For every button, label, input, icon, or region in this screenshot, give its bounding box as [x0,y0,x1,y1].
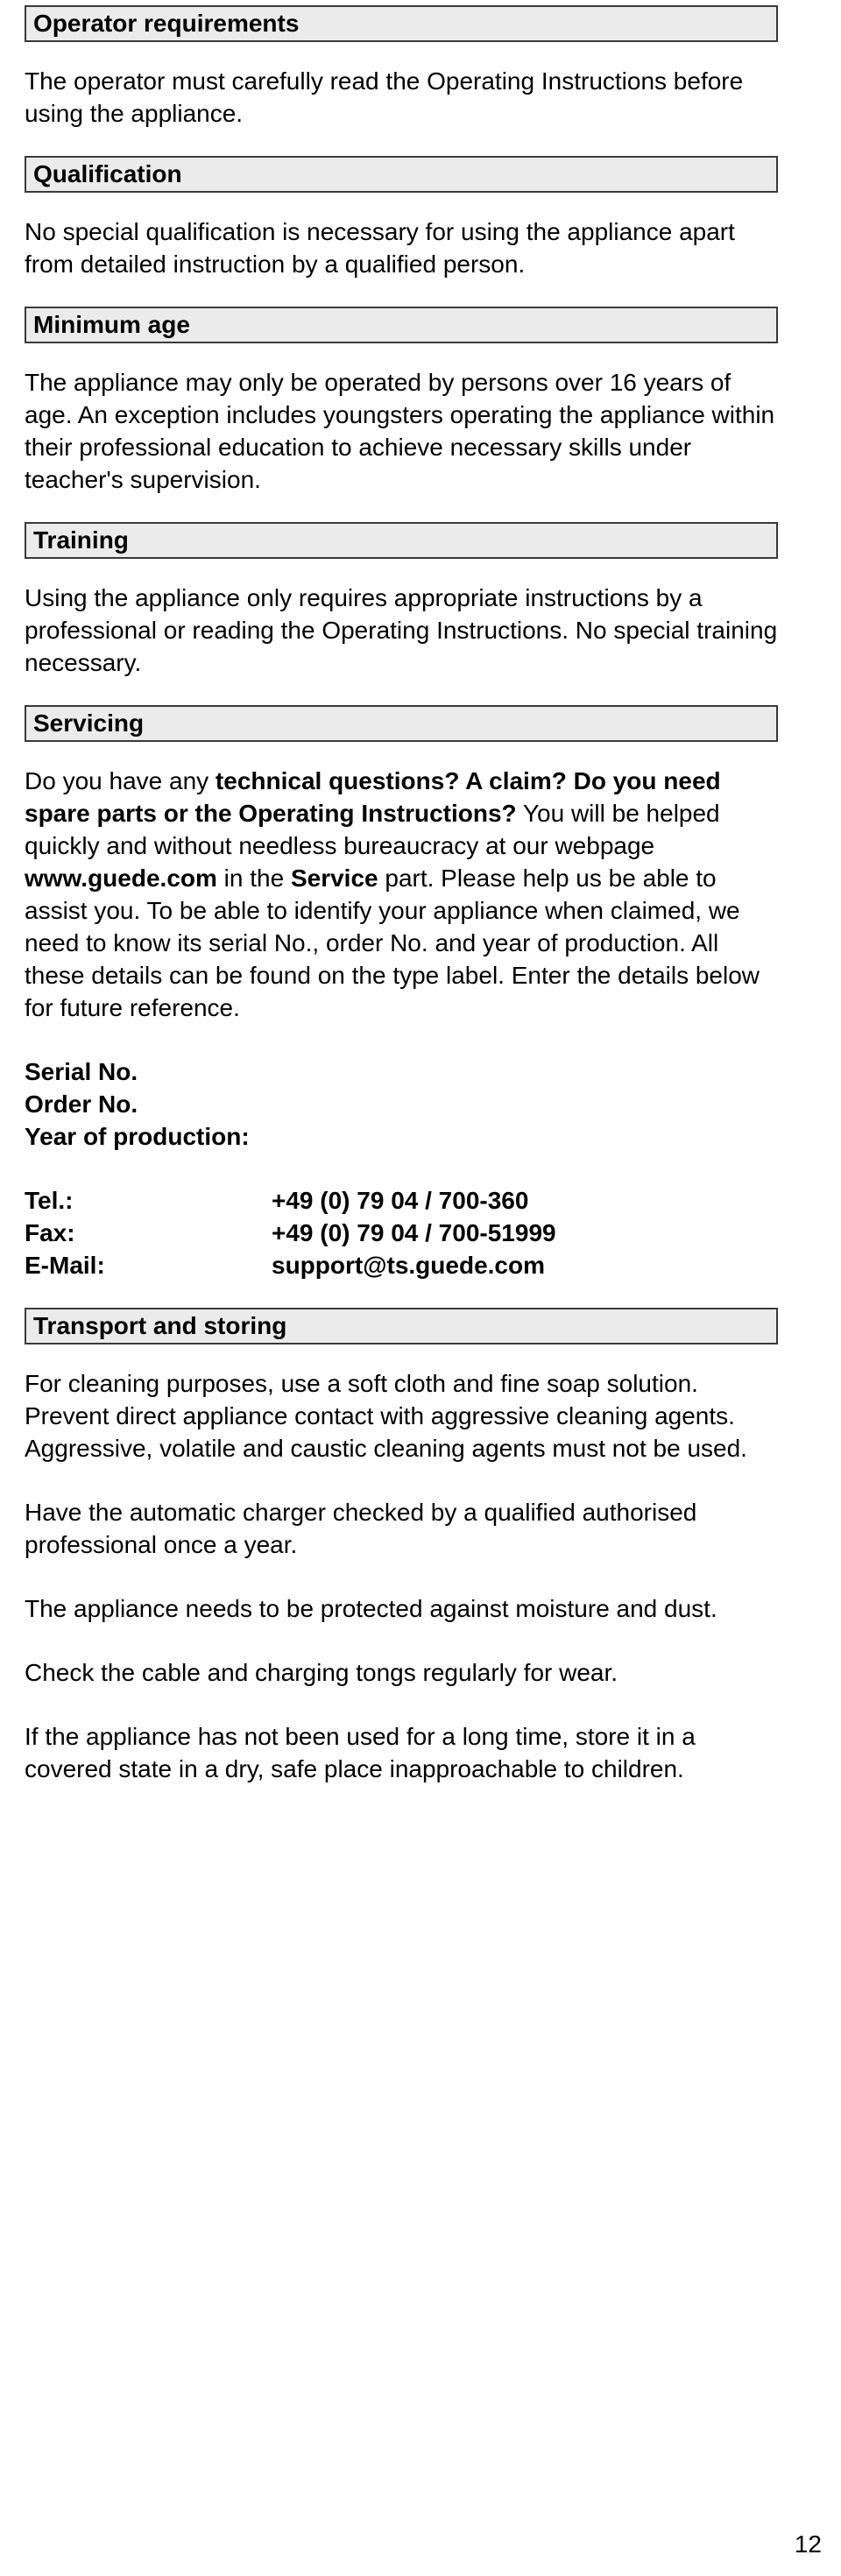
email-label: E-Mail: [25,1252,105,1279]
section-header-operator-requirements: Operator requirements [25,5,778,42]
section-header-servicing: Servicing [25,705,778,742]
service-section-name: Service [290,865,378,892]
training-text: Using the appliance only requires appropriate instructions by a professional or reading the Operating Instructions. No special training necessary. [25,584,778,676]
contact-row-tel [25,1184,778,1217]
tel-value[interactable]: +49 (0) 79 04 / 700-360 [272,1187,529,1214]
section-header-qualification: Qualification [25,156,778,193]
servicing-text [25,765,778,1024]
section-header-training: Training [25,522,778,559]
servicing-text-part1: You will be helped quickly and without needless bureaucracy at our webpage [25,800,720,859]
serial-number-label: Serial No. [25,1058,138,1085]
section-header-minimum-age: Minimum age [25,307,778,343]
operator-requirements-text: The operator must carefully read the Operating Instructions before using the appliance. [25,67,744,127]
contact-row-email [25,1249,778,1281]
tel-label: Tel.: [25,1187,74,1214]
email-value[interactable]: support@ts.guede.com [272,1252,545,1279]
fax-value: +49 (0) 79 04 / 700-51999 [272,1219,556,1246]
servicing-text-part3: part. Please help us be able to assist you. To be able to identify your appliance when claimed, we need to know its serial No., order No. and year of production. All these details can be found on the type label. Enter the details below for future reference. [25,865,760,1021]
document-body [25,0,778,1785]
contact-row-fax [25,1217,778,1249]
minimum-age-text: The appliance may only be operated by persons over 16 years of age. An exception includes youngsters operating the appliance within their professional education to achieve necessary skills under teacher's supervision. [25,369,775,493]
transport-paragraph-inspection: Have the automatic charger checked by a qualified authorised professional once a year. [25,1499,697,1558]
servicing-text-intro: Do you have any [25,767,216,794]
fax-label: Fax: [25,1219,75,1246]
transport-paragraph-storage: If the appliance has not been used for a long time, store it in a covered state in a dry, safe place inapproachable to children. [25,1723,696,1782]
transport-paragraph-moisture: The appliance needs to be protected against moisture and dust. [25,1595,717,1622]
website-link[interactable]: www.guede.com [25,865,217,892]
transport-paragraph-cleaning: For cleaning purposes, use a soft cloth and fine soap solution. Prevent direct appliance contact with aggressive cleaning agents. Aggressive, volatile and caustic cleaning agents must not be used. [25,1370,747,1462]
servicing-text-part2: in the [216,865,291,892]
page-number: 12 [794,2530,822,2558]
year-of-production-label: Year of production: [25,1123,250,1150]
transport-paragraph-cable-check: Check the cable and charging tongs regularly for wear. [25,1659,618,1686]
section-header-transport-and-storing: Transport and storing [25,1308,778,1344]
servicing-questions: technical questions? A claim? Do you need spare parts or the Operating Instructions? [25,767,721,827]
qualification-text: No special qualification is necessary for using the appliance apart from detailed instruction by a qualified person. [25,218,735,278]
order-number-label: Order No. [25,1090,138,1118]
